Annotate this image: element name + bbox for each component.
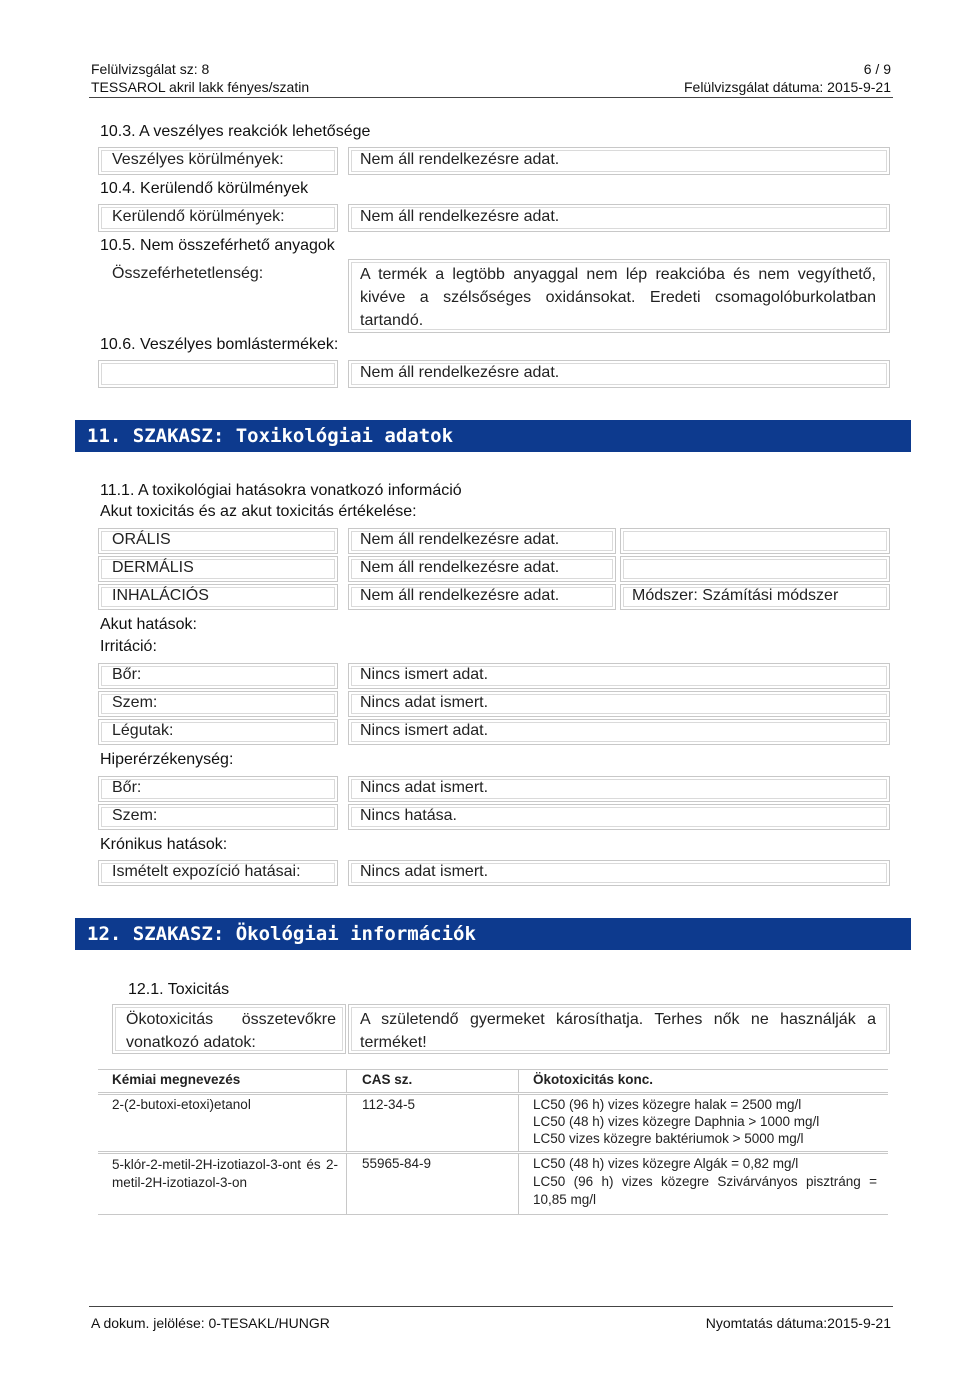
cas-number: 112-34-5 xyxy=(362,1097,416,1112)
sens-eye-value: Nincs hatása. xyxy=(360,807,457,824)
col-header-cas: CAS sz. xyxy=(362,1072,413,1087)
cas-number: 55965-84-9 xyxy=(362,1156,432,1171)
print-date: Nyomtatás dátuma:2015-9-21 xyxy=(705,1315,891,1331)
label-box-decomposition xyxy=(98,360,338,388)
section-12-title: 12. SZAKASZ: Ökológiai információk xyxy=(75,918,911,950)
repeat-exposure-value: Nincs adat ismert. xyxy=(360,863,489,880)
column-divider xyxy=(346,1095,347,1151)
acute-toxicity-heading: Akut toxicitás és az akut toxicitás értékelése: xyxy=(100,503,417,520)
eco-concentration: LC50 (48 h) vizes közegre Algák = 0,82 mg/l xyxy=(533,1156,799,1171)
col-header-chemical: Kémiai megnevezés xyxy=(112,1072,241,1087)
section-11-title: 11. SZAKASZ: Toxikológiai adatok xyxy=(75,420,911,452)
irr-skin-value: Nincs ismert adat. xyxy=(360,666,489,683)
acute-value: Nem áll rendelkezésre adat. xyxy=(360,531,560,548)
product-name: TESSAROL akril lakk fényes/szatin xyxy=(91,79,310,95)
label-incompatibility: Összeférhetetlenség: xyxy=(112,265,264,282)
heading-10-6: 10.6. Veszélyes bomlástermékek: xyxy=(100,336,339,353)
revision-number: Felülvizsgálat sz: 8 xyxy=(91,61,210,77)
acute-value: Nem áll rendelkezésre adat. xyxy=(360,587,560,604)
acute-method-box xyxy=(620,556,890,582)
chemical-name: 5-klór-2-metil-2H-izotiazol-3-ont és 2-metil-2H-izotiazol-3-on xyxy=(112,1157,338,1190)
eco-concentration: LC50 (96 h) vizes közegre Szivárványos pisztráng = 10,85 mg/l xyxy=(533,1174,877,1207)
col-header-conc: Ökotoxicitás konc. xyxy=(533,1072,654,1087)
eco-label: Ökotoxicitás összetevőkre vonatkozó adatok: xyxy=(126,1011,336,1051)
page-number: 6 / 9 xyxy=(863,61,891,77)
column-divider xyxy=(346,1070,347,1092)
irr-resp-value: Nincs ismert adat. xyxy=(360,722,489,739)
document-id: A dokum. jelölése: 0-TESAKL/HUNGR xyxy=(91,1315,330,1331)
eco-concentration: LC50 vizes közegre baktériumok > 5000 mg/l xyxy=(533,1131,804,1146)
label-conditions-to-avoid: Kerülendő körülmények: xyxy=(112,208,285,225)
value-incompatibility: A termék a legtöbb anyaggal nem lép reakcióba és nem vegyíthető, kivéve a szélsőséges oxidánsokat. Eredeti csomagolóburkolatban tartandó. xyxy=(360,266,876,329)
acute-route: ORÁLIS xyxy=(112,531,171,548)
acute-route: DERMÁLIS xyxy=(112,559,194,576)
revision-date: Felülvizsgálat dátuma: 2015-9-21 xyxy=(683,79,891,95)
heading-10-3: 10.3. A veszélyes reakciók lehetősége xyxy=(100,123,371,140)
footer-rule xyxy=(89,1306,893,1307)
acute-value: Nem áll rendelkezésre adat. xyxy=(360,559,560,576)
value-decomposition: Nem áll rendelkezésre adat. xyxy=(360,364,560,381)
eco-concentration: LC50 (48 h) vizes közegre Daphnia > 1000 mg/l xyxy=(533,1114,820,1129)
column-divider xyxy=(518,1095,519,1151)
label-hazardous-conditions: Veszélyes körülmények: xyxy=(112,151,284,168)
sens-skin-value: Nincs adat ismert. xyxy=(360,779,489,796)
irritation-heading: Irritáció: xyxy=(100,638,157,655)
irr-resp-label: Légutak: xyxy=(112,722,174,739)
heading-10-4: 10.4. Kerülendő körülmények xyxy=(100,180,309,197)
heading-10-5: 10.5. Nem összeférhető anyagok xyxy=(100,237,335,254)
acute-route: INHALÁCIÓS xyxy=(112,587,209,604)
acute-effects-heading: Akut hatások: xyxy=(100,616,197,633)
repeat-exposure-label: Ismételt expozíció hatásai: xyxy=(112,863,301,880)
sensitization-heading: Hiperérzékenység: xyxy=(100,751,234,768)
eco-concentration: LC50 (96 h) vizes közegre halak = 2500 mg/l xyxy=(533,1097,802,1112)
heading-11-1: 11.1. A toxikológiai hatásokra vonatkozó információ xyxy=(100,482,462,499)
irr-eye-label: Szem: xyxy=(112,694,158,711)
column-divider xyxy=(518,1154,519,1214)
eco-value: A születendő gyermeket károsíthatja. Terhes nők ne használják a terméket! xyxy=(360,1011,876,1051)
irr-skin-label: Bőr: xyxy=(112,666,142,683)
sens-skin-label: Bőr: xyxy=(112,779,142,796)
acute-method-box xyxy=(620,528,890,554)
chemical-name: 2-(2-butoxi-etoxi)etanol xyxy=(112,1097,251,1112)
value-conditions-to-avoid: Nem áll rendelkezésre adat. xyxy=(360,208,560,225)
irr-eye-value: Nincs adat ismert. xyxy=(360,694,489,711)
column-divider xyxy=(346,1154,347,1214)
sens-eye-label: Szem: xyxy=(112,807,158,824)
header-rule xyxy=(89,97,893,98)
heading-12-1: 12.1. Toxicitás xyxy=(128,981,230,998)
value-hazardous-conditions: Nem áll rendelkezésre adat. xyxy=(360,151,560,168)
chronic-heading: Krónikus hatások: xyxy=(100,836,228,853)
acute-method: Módszer: Számítási módszer xyxy=(632,587,839,604)
column-divider xyxy=(518,1070,519,1092)
